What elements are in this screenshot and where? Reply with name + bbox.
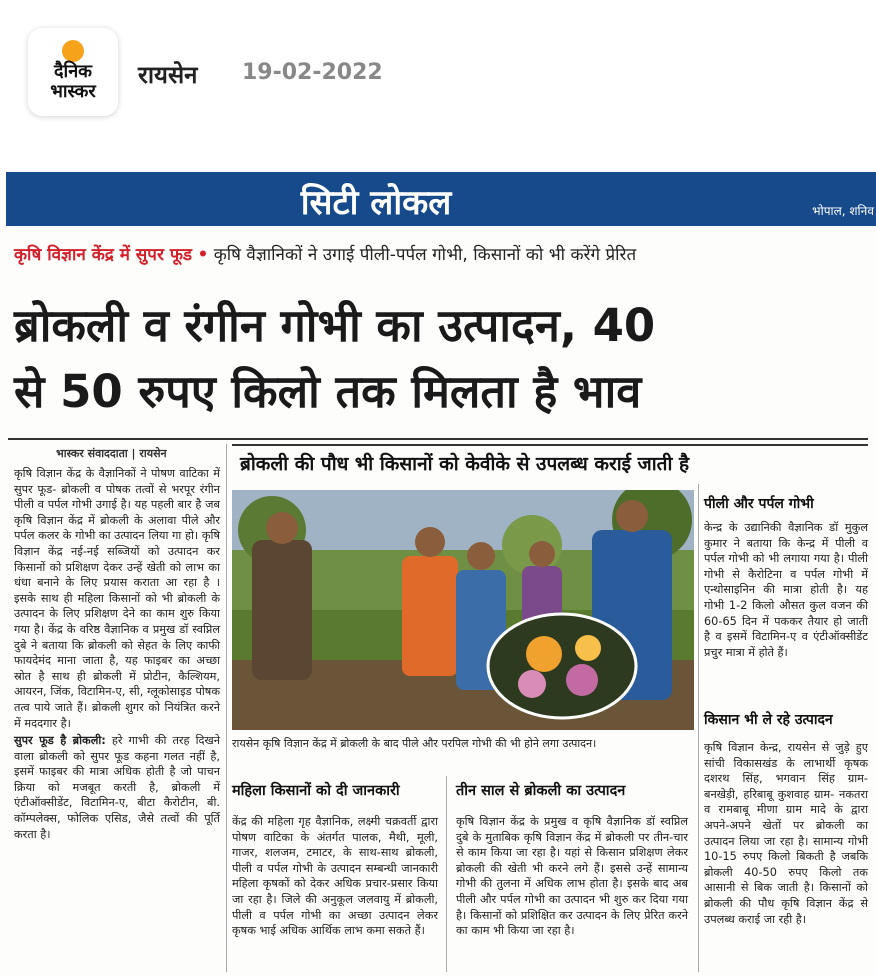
section-title: सिटी लोकल bbox=[300, 183, 452, 223]
byline: भास्कर संवाददाता | रायसेन bbox=[56, 447, 167, 460]
photo-caption: रायसेन कृषि विज्ञान केंद्र में ब्रोकली के बाद पीले और परपिल गोभी की भी होने लगा उत्पादन। bbox=[232, 737, 597, 750]
mid-column-1-text: केंद्र की महिला गृह वैज्ञानिक, लक्ष्मी चक्रवर्ती द्वारा पोषण वाटिका के अंतर्गत पालक, मैथी, मूली, गाजर, शलजम, टमाटर, के साथ-साथ ब्रोकली, पीली व पर्पल गोभी के उत्पादन सम्बन्धी जानकारी महिला कृषकों को देकर अधिक प्रचार-प्रसार किया जा रहा है। जिले की अनुकूल जलवायु में ब्रोकली, पीली व पर्पल गोभी का अच्छा उत्पादन लेकर कृषक भाई अधिक आर्थिक लाभ कमा सकते हैं। bbox=[232, 815, 438, 938]
mid-column-2-text: कृषि विज्ञान केंद्र के प्रमुख व कृषि वैज्ञानिक डॉ स्वप्निल दुबे के मुताबिक कृषि विज्ञान केंद्र में ब्रोकली पर तीन-चार से काम किया जा रहा है। यहां से किसान प्रशिक्षण लेकर ब्रोकली की खेती भी करने लगे हैं। इससे उन्हें सामान्य गोभी की तुलना में अधिक लाभ होता है। इसके बाद अब पीली और पर्पल गोभी का उत्पादन भी शुरु कर दिया गया है। किसानों को प्रशिक्षित कर उत्पादन के लिए प्रेरित करने का काम भी किया जा रहा है। bbox=[456, 815, 688, 938]
right-paragraph-2: कृषि विज्ञान केन्द्र, रायसेन से जुड़े हुए सांची विकासखंड के लाभार्थी कृषक दशरथ सिंह, भगवान सिंह ग्राम- बनखेड़ी, हरिबाबू कुशवाह ग्राम- नकतरा व रामबाबू मीणा ग्राम मादे के द्वारा अपने-अपने खेतों पर ब्रोकली का उत्पादन लिया जा रहा है। सामान्य गोभी 10-15 रुपए किलो बिकती है जबकि ब्रोकली 40-50 रुपए किलो तक आसानी से बिक जाती है। किसानों को ब्रोकली की पौध कृषि विज्ञान केंद्र से उपलब्ध कराई जा रही है। bbox=[704, 741, 868, 926]
app-header bbox=[0, 0, 876, 168]
sun-icon bbox=[62, 40, 84, 62]
newspaper-page bbox=[0, 168, 876, 975]
logo-text-line1: दैनिक bbox=[53, 61, 93, 82]
edition-city: रायसेन bbox=[138, 61, 198, 89]
right-paragraph-1: केन्द्र के उद्यानिकी वैज्ञानिक डॉ मुकुल कुमार ने बताया कि केन्द्र में पीली व पर्पल गोभी को भी लगाया गया है। पीली गोभी से कैरोटिना व पर्पल गोभी में एन्थोसाइनिन की मात्रा होती है। यह गोभी 1-2 किलो औसत कुल वजन की 60-65 दिन में पककर तैयार हो जाती है व इसमें विटामिन-ए व एंटीऑक्सीडेंट प्रचुर मात्रा में होते हैं। bbox=[704, 521, 868, 659]
dateline: भोपाल, शनिव bbox=[812, 204, 874, 218]
divider bbox=[8, 438, 868, 440]
subhead-farmers: किसान भी ले रहे उत्पादन bbox=[704, 712, 833, 728]
column-divider bbox=[226, 444, 227, 972]
column-divider bbox=[446, 776, 447, 972]
subhead-three-years: तीन साल से ब्रोकली का उत्पादन bbox=[456, 783, 626, 799]
left-paragraph-1: कृषि विज्ञान केंद्र के वैज्ञानिकों ने पोषण वाटिका में सुपर फूड- ब्रोकली व पोषक तत्वों से भरपूर रंगीन पीली व पर्पल गोभी उगाई है। यह पहली बार है जब कृषि विज्ञान केंद्र में ब्रोकली के अलावा पीले और पर्पल कलर के गोभी का उत्पादन लिया गा हो। कृषि विज्ञान केंद्र नई-नई सब्जियों को उत्पादन कर किसानों को प्रशिक्षण देकर उन्हें खेती को लाभ का धंधा बनाने के लिए प्रयास कराता आ रहा है । इसके साथ ही महिला किसानों को भी ब्रोकली के उत्पादन के लिए प्रशिक्षण देने का काम शुरु किया गया है। केंद्र के वरिष्ठ वैज्ञानिक व प्रमुख डॉ स्वप्निल दुबे ने बताया कि ब्रोकली को सेहत के लिए काफी फायदेमंद माना जाता है, यह फाइबर का अच्छा स्रोत है साथ ही ब्रोकली में प्रोटीन, कैल्शियम, आयरन, जिंक, विटामिन-ए, सी, ग्लूकोसाइड पोषक तत्व पाये जाते हैं। ब्रोकली शुगर को नियंत्रित करने में मददगार है। bbox=[14, 467, 220, 730]
kicker bbox=[14, 242, 636, 265]
left-paragraph-2 bbox=[14, 733, 220, 842]
dainik-bhaskar-logo[interactable] bbox=[28, 28, 118, 116]
subhead-women-farmers: महिला किसानों को दी जानकारी bbox=[232, 783, 400, 799]
left-paragraph-2-text: हरे गाभी की तरह दिखने वाला ब्रोकली को सुपर फूड कहना गलत नहीं है, इसमें फाइबर की मात्रा अधिक होती है जो पाचन क्रिया को मजबूत करती है, ब्रोकली में एंटीऑक्सीडेंट, विटामिन-ए, बीटा कैरोटीन, बी. कॉम्पलेक्स, फोलिक एसिड, जैसे तत्वों की पूर्ति करता है। bbox=[14, 734, 220, 841]
kicker-text: कृषि वैज्ञानिकों ने उगाई पीली-पर्पल गोभी, किसानों को भी करेंगे प्रेरित bbox=[213, 245, 637, 265]
divider bbox=[232, 444, 868, 446]
section-banner bbox=[6, 172, 876, 226]
photo-illustration bbox=[232, 490, 694, 730]
logo-text-line2: भास्कर bbox=[50, 81, 96, 102]
subhead-yellow-purple: पीली और पर्पल गोभी bbox=[704, 496, 814, 512]
kicker-label: कृषि विज्ञान केंद्र में सुपर फूड bbox=[14, 245, 193, 265]
news-photo[interactable] bbox=[232, 490, 694, 730]
edition-date: 19-02-2022 bbox=[242, 60, 383, 85]
photo-section-heading: ब्रोकली की पौध भी किसानों को केवीके से उपलब्ध कराई जाती है bbox=[240, 453, 690, 475]
kicker-dot: • bbox=[197, 245, 209, 265]
left-subhead: सुपर फूड है ब्रोकली: bbox=[14, 734, 106, 748]
column-divider bbox=[698, 484, 699, 972]
left-column bbox=[14, 466, 220, 844]
headline-line-1: ब्रोकली व रंगीन गोभी का उत्पादन, 40 bbox=[14, 299, 656, 352]
headline-line-2: से 50 रुपए किलो तक मिलता है भाव bbox=[14, 365, 642, 418]
